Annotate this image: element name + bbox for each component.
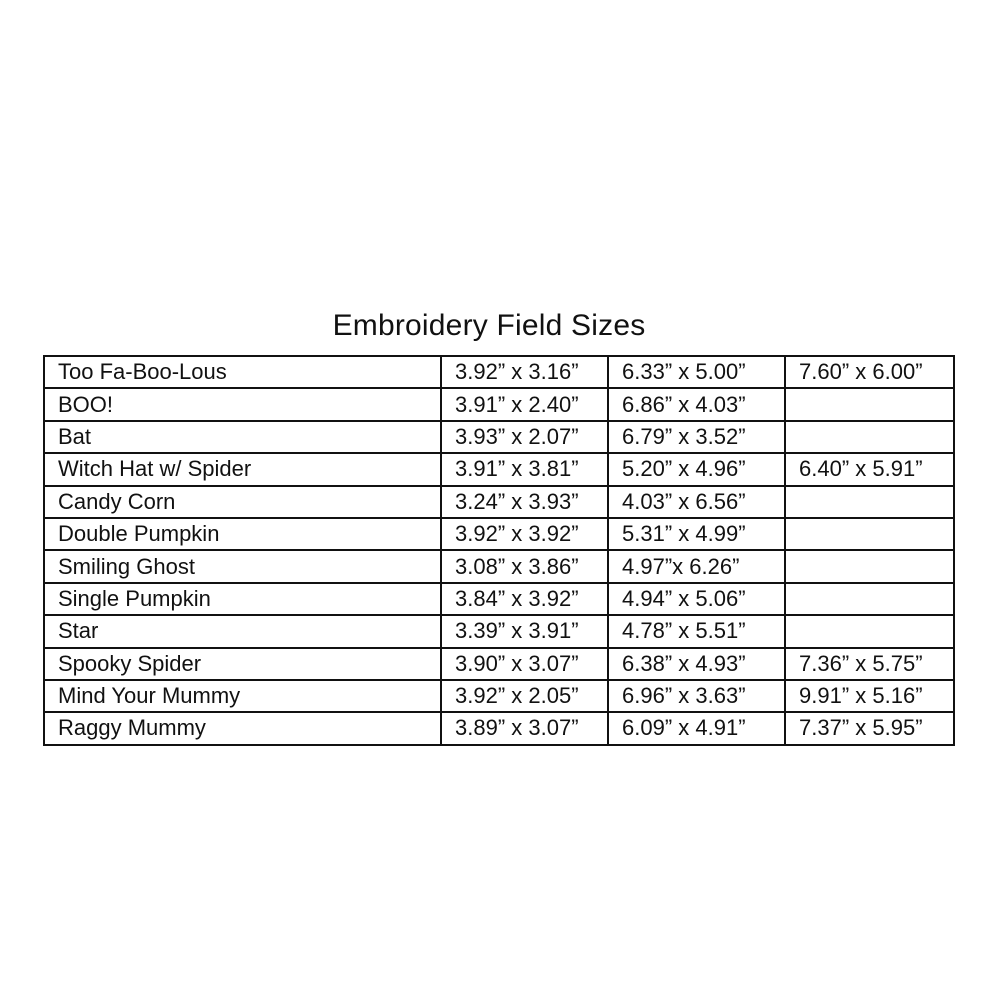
field-size-cell: 3.90” x 3.07” [441,648,608,680]
field-size-cell: 3.93” x 2.07” [441,421,608,453]
table-row [44,680,954,712]
design-name-cell: Candy Corn [44,486,441,518]
design-name-cell: Mind Your Mummy [44,680,441,712]
design-name-cell: Star [44,615,441,647]
field-size-cell: 3.89” x 3.07” [441,712,608,744]
field-size-cell: 3.84” x 3.92” [441,583,608,615]
design-name-cell: Single Pumpkin [44,583,441,615]
field-size-cell [785,486,954,518]
table-row [44,453,954,485]
design-name-cell: Smiling Ghost [44,550,441,582]
field-size-cell: 6.40” x 5.91” [785,453,954,485]
field-size-cell: 3.39” x 3.91” [441,615,608,647]
field-size-cell: 5.31” x 4.99” [608,518,785,550]
field-size-cell [785,583,954,615]
design-name-cell: Too Fa-Boo-Lous [44,356,441,388]
field-size-cell: 3.91” x 3.81” [441,453,608,485]
table-row [44,356,954,388]
field-size-cell: 3.92” x 3.92” [441,518,608,550]
field-size-cell: 7.36” x 5.75” [785,648,954,680]
field-size-cell: 3.08” x 3.86” [441,550,608,582]
field-size-cell: 7.60” x 6.00” [785,356,954,388]
field-size-cell [785,615,954,647]
field-size-cell: 6.96” x 3.63” [608,680,785,712]
field-size-cell: 5.20” x 4.96” [608,453,785,485]
field-sizes-table [43,355,955,746]
design-name-cell: Bat [44,421,441,453]
field-size-cell: 4.94” x 5.06” [608,583,785,615]
field-size-cell [785,388,954,420]
field-size-cell: 3.91” x 2.40” [441,388,608,420]
field-size-cell: 4.97”x 6.26” [608,550,785,582]
field-size-cell: 4.78” x 5.51” [608,615,785,647]
table-row [44,648,954,680]
design-name-cell: Double Pumpkin [44,518,441,550]
field-size-cell [785,550,954,582]
field-size-cell: 3.92” x 2.05” [441,680,608,712]
field-size-cell [785,518,954,550]
field-size-cell: 6.38” x 4.93” [608,648,785,680]
design-name-cell: Raggy Mummy [44,712,441,744]
design-name-cell: BOO! [44,388,441,420]
field-size-cell: 4.03” x 6.56” [608,486,785,518]
table-row [44,615,954,647]
field-size-cell: 3.92” x 3.16” [441,356,608,388]
table-row [44,550,954,582]
field-size-cell: 7.37” x 5.95” [785,712,954,744]
field-size-cell: 9.91” x 5.16” [785,680,954,712]
field-size-cell: 6.86” x 4.03” [608,388,785,420]
field-size-cell: 3.24” x 3.93” [441,486,608,518]
design-name-cell: Spooky Spider [44,648,441,680]
table-row [44,486,954,518]
field-size-cell [785,421,954,453]
table-body [44,356,954,745]
field-size-cell: 6.09” x 4.91” [608,712,785,744]
table-row [44,518,954,550]
table-row [44,583,954,615]
table-row [44,421,954,453]
page-title: Embroidery Field Sizes [332,309,646,342]
design-name-cell: Witch Hat w/ Spider [44,453,441,485]
field-size-cell: 6.79” x 3.52” [608,421,785,453]
table-row [44,388,954,420]
field-size-cell: 6.33” x 5.00” [608,356,785,388]
table-row [44,712,954,744]
